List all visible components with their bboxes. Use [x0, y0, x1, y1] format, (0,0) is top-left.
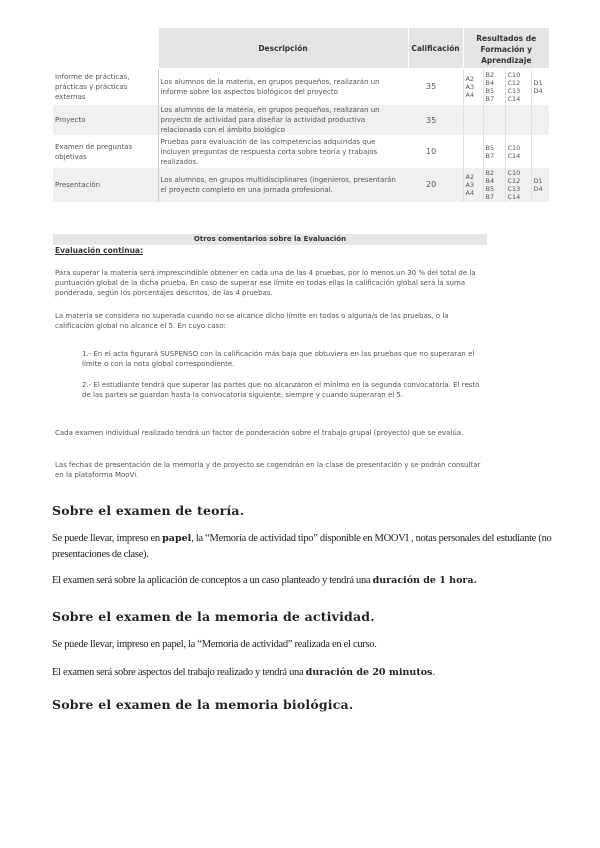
row-codes-c	[505, 168, 531, 202]
row-codes-c	[505, 105, 531, 136]
row-codes-c	[505, 69, 531, 105]
description-header: Descripción	[158, 28, 408, 69]
code: C14	[507, 151, 521, 160]
other-comments-bar: Otros comentarios sobre la Evaluación	[53, 234, 487, 245]
code: A3	[465, 180, 475, 189]
biological-exam-heading: Sobre el examen de la memoria biológica.	[52, 697, 354, 712]
row-codes-d	[531, 168, 549, 202]
code: B5	[485, 184, 495, 193]
code: A3	[465, 82, 475, 91]
code: C14	[507, 94, 521, 103]
code: B7	[485, 192, 495, 201]
code: A4	[465, 188, 475, 197]
code: B4	[485, 78, 495, 87]
activity-paragraph: Se puede llevar, impreso en papel, la “Memoria de actividad” realizada en el curso.	[52, 639, 377, 650]
results-header-line2: Formación y	[480, 44, 533, 54]
row-codes-a	[463, 69, 483, 105]
comments-paragraph: La materia se considera no superada cuando no se alcance dicho límite en todas o alguna/s de las pruebas, o la calificación global no alcance el 5. En cuyo caso:	[55, 312, 449, 330]
code: D4	[533, 184, 543, 193]
results-header-line1: Resultados de	[476, 33, 537, 43]
code: B2	[485, 70, 495, 79]
results-header	[463, 28, 549, 69]
activity-exam-heading: Sobre el examen de la memoria de actividad.	[52, 609, 375, 624]
row-codes-c	[505, 136, 531, 168]
text: .	[432, 667, 435, 678]
continuous-evaluation-heading: Evaluación continua:	[55, 246, 143, 255]
code: C13	[507, 184, 521, 193]
evaluation-table	[53, 28, 549, 202]
comments-paragraph: Las fechas de presentación de la memoria y de proyecto se cogendrán en la clase de presentación y se podrán consultar en la plataforma MooVi.	[55, 461, 481, 479]
row-codes-a	[463, 105, 483, 136]
emphasis: duración de 20 minutos	[305, 667, 433, 678]
activity-paragraph	[52, 665, 552, 681]
row-grade: 35	[408, 105, 463, 136]
code: A2	[465, 74, 475, 83]
row-description: Pruebas para evaluación de las competencias adquiridas que incluyen preguntas de respuesta corta sobre teoría y trabajos realizados.	[158, 136, 408, 168]
table-row	[53, 69, 549, 105]
code: C10	[507, 168, 521, 177]
code: C13	[507, 86, 521, 95]
comments-list-item: 2.- El estudiante tendrá que superar las partes que no alcanzaron el mínimo en la segunda convocatoria. El resto de las partes se guardan hasta la convocatoria siguiente, siempre y cuando superaran el 5.	[82, 381, 480, 399]
row-description: Los alumnos de la materia, en grupos pequeños, realizarán un informe sobre los aspectos biológicos del proyecto	[158, 69, 408, 105]
row-name: Proyecto	[53, 105, 158, 136]
code: C12	[507, 176, 521, 185]
code: C14	[507, 192, 521, 201]
row-grade: 35	[408, 69, 463, 105]
theory-paragraph	[52, 531, 552, 563]
code: D4	[533, 86, 543, 95]
comments-list-item: 1.- En el acta figurará SUSPENSO con la calificación más baja que obtuviera en las pruebas que no superaran el límite o con la nota global correspondiente.	[82, 350, 475, 368]
code: D1	[533, 78, 543, 87]
results-header-line3: Aprendizaje	[481, 55, 532, 65]
row-grade: 20	[408, 168, 463, 202]
code: A2	[465, 172, 475, 181]
code: A4	[465, 90, 475, 99]
theory-exam-heading: Sobre el examen de teoría.	[52, 503, 245, 518]
emphasis: papel	[162, 533, 192, 544]
row-name: Informe de prácticas, prácticas y prácticas externas	[53, 69, 158, 105]
row-codes-b	[483, 69, 505, 105]
code: B7	[485, 94, 495, 103]
table-row	[53, 105, 549, 136]
code: B5	[485, 143, 495, 152]
emphasis: duración de 1 hora.	[372, 575, 477, 586]
row-codes-b	[483, 105, 505, 136]
row-codes-b	[483, 136, 505, 168]
table-row	[53, 168, 549, 202]
row-codes-a	[463, 168, 483, 202]
theory-paragraph	[52, 573, 552, 589]
code: C10	[507, 70, 521, 79]
code: B5	[485, 86, 495, 95]
row-name: Presentación	[53, 168, 158, 202]
row-codes-d	[531, 105, 549, 136]
comments-paragraph: Para superar la materia será imprescindible obtener en cada una de las 4 pruebas, por lo menos un 30 % del total de la puntuación global de la dicha prueba. En caso de superar ese límite en todas ellas la calificación global será la suma ponderada, según los porcentajes descritos, de las 4 pruebas.	[55, 269, 476, 297]
text: El examen será sobre aspectos del trabajo realizado y tendrá una	[52, 667, 306, 678]
row-codes-a	[463, 136, 483, 168]
row-codes-d	[531, 136, 549, 168]
row-description: Los alumnos, en grupos multidisciplinares (ingenieros, presentarán el proyecto completo en una jornada profesional.	[158, 168, 408, 202]
code: B4	[485, 176, 495, 185]
code: C12	[507, 78, 521, 87]
row-description: Los alumnos de la materia, en grupos pequeños, realizaran un proyecto de actividad para diseñar la actividad productiva relacionada con el ámbito biológico	[158, 105, 408, 136]
text: Se puede llevar, impreso en	[52, 533, 163, 544]
code: D1	[533, 176, 543, 185]
row-codes-b	[483, 168, 505, 202]
code: C10	[507, 143, 521, 152]
empty-header-cell	[53, 28, 158, 69]
table-row	[53, 136, 549, 168]
text: El examen será sobre la aplicación de conceptos a un caso planteado y tendrá una	[52, 575, 373, 586]
row-codes-d	[531, 69, 549, 105]
text: , la “Memoria de actividad tipo” disponible en MOOVI , notas personales del estudiante (no presentaciones de clase).	[52, 533, 552, 560]
row-grade: 10	[408, 136, 463, 168]
code: B7	[485, 151, 495, 160]
code: B2	[485, 168, 495, 177]
grade-header: Calificación	[408, 28, 463, 69]
row-name: Examen de preguntas objetivas	[53, 136, 158, 168]
comments-paragraph: Cada examen individual realizado tendrá un factor de ponderación sobre el trabajo grupal (proyecto) que se evalúa.	[55, 429, 464, 437]
